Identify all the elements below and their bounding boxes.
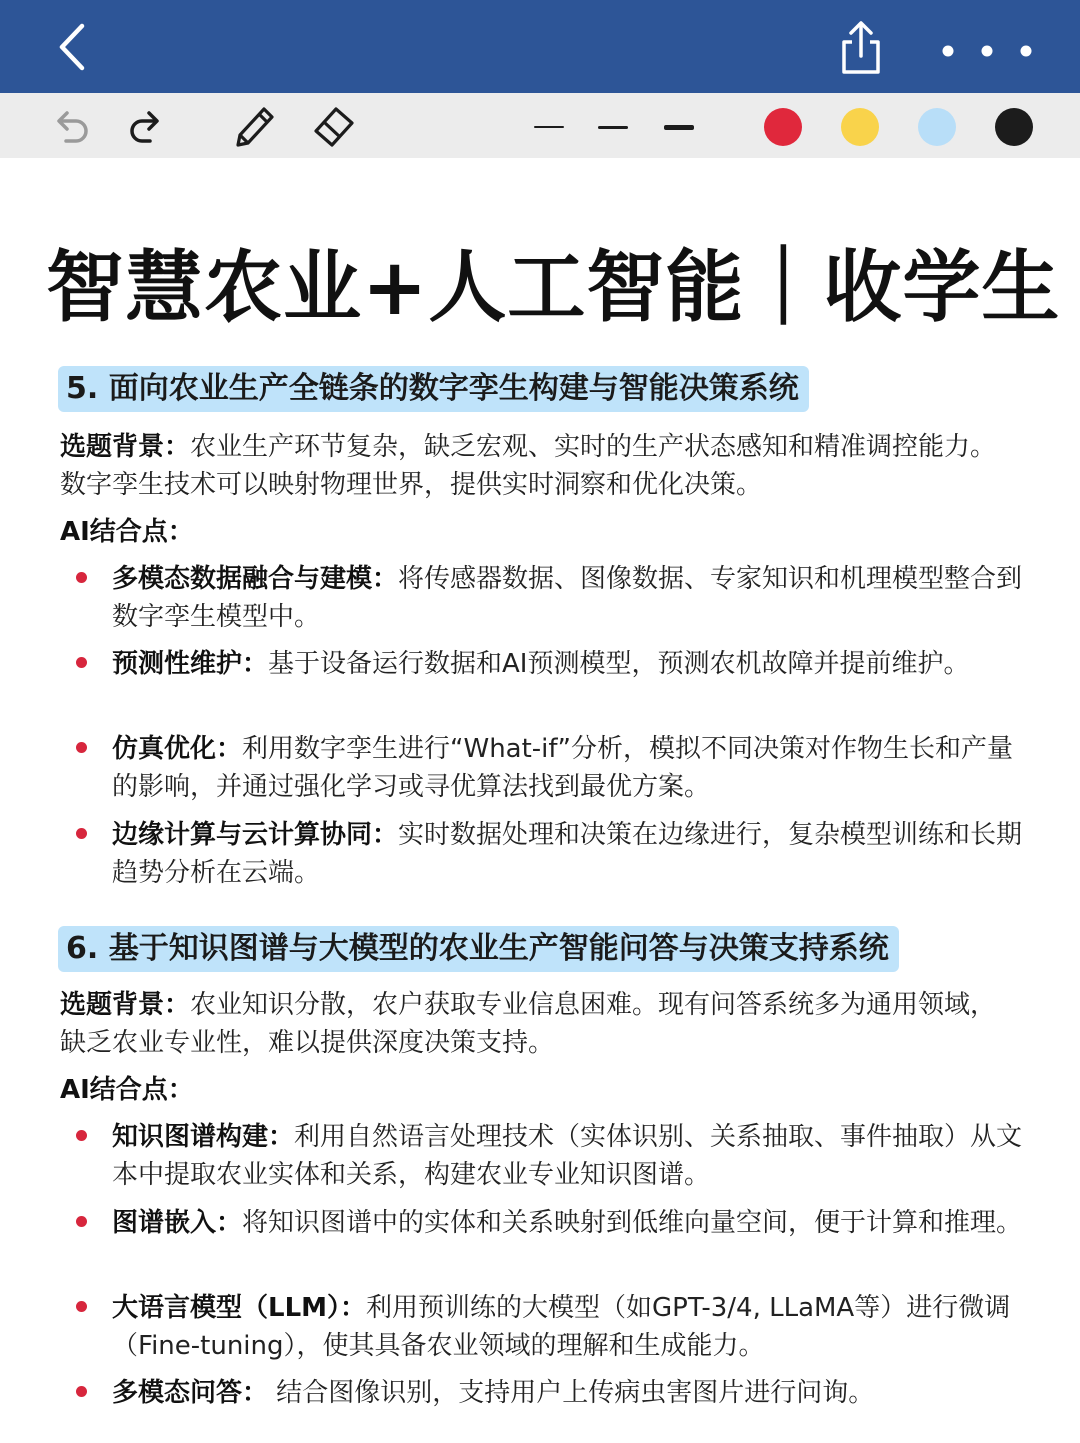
color-swatch-black[interactable] (995, 108, 1033, 146)
background-label: 选题背景： (60, 432, 191, 462)
undo-button[interactable] (46, 101, 96, 151)
more-dots-icon (930, 30, 1040, 70)
background-paragraph (60, 986, 1022, 1062)
background-paragraph (60, 428, 1022, 504)
pencil-tool-button[interactable] (228, 101, 278, 151)
color-swatch-red[interactable] (764, 108, 802, 146)
bullet-dot (76, 828, 87, 839)
list-item (112, 730, 1024, 806)
ai-points-label: AI结合点： (60, 517, 194, 547)
redo-button[interactable] (120, 101, 170, 151)
list-item (112, 1289, 1024, 1365)
more-options-button[interactable] (930, 30, 1040, 70)
list-item-text: 利用预训练的大模型（如GPT-3/4, LLaMA等）进行微调（Fine-tuning），使其具备农业领域的理解和生成能力。 (112, 1293, 1011, 1361)
list-item (112, 816, 1024, 892)
color-swatch-light-blue[interactable] (918, 108, 956, 146)
list-item-text: 将传感器数据、图像数据、专家知识和机理模型整合到数字孪生模型中。 (112, 564, 1023, 632)
section-heading: 5. 面向农业生产全链条的数字孪生构建与智能决策系统 (58, 366, 809, 412)
bullet-dot (76, 1130, 87, 1141)
list-item-text: 实时数据处理和决策在边缘进行，复杂模型训练和长期趋势分析在云端。 (112, 820, 1023, 888)
share-button[interactable] (836, 20, 886, 76)
list-item (112, 645, 1024, 683)
list-item-label: 多模态数据融合与建模： (112, 564, 399, 594)
list-item-label: 边缘计算与云计算协同： (112, 820, 399, 850)
share-icon (836, 20, 886, 76)
list-item-text: 利用自然语言处理技术（实体识别、关系抽取、事件抽取）从文本中提取农业实体和关系，构建农业专业知识图谱。 (112, 1122, 1023, 1190)
stroke-medium-option[interactable] (598, 118, 628, 136)
page-title: 智慧农业+人工智能｜收学生 (46, 243, 1061, 333)
color-swatch-yellow[interactable] (841, 108, 879, 146)
chevron-left-icon (50, 22, 94, 72)
list-item-text: 基于设备运行数据和AI预测模型，预测农机故障并提前维护。 (268, 649, 970, 679)
list-item (112, 560, 1024, 636)
eraser-icon (308, 101, 358, 151)
pencil-icon (228, 101, 278, 151)
undo-icon (46, 101, 96, 151)
list-item-label: 预测性维护： (112, 649, 269, 679)
bullet-dot (76, 742, 87, 753)
list-item-label: 图谱嵌入： (112, 1208, 243, 1238)
list-item (112, 1118, 1024, 1194)
bullet-dot (76, 572, 87, 583)
redo-icon (120, 101, 170, 151)
stroke-thin-option[interactable] (534, 118, 564, 136)
stroke-thick-option[interactable] (664, 118, 694, 136)
list-item (112, 1374, 1024, 1412)
list-item-text: 利用数字孪生进行“What-if”分析，模拟不同决策对作物生长和产量的影响，并通过强化学习或寻优算法找到最优方案。 (112, 734, 1014, 802)
top-nav-bar (0, 0, 1080, 93)
background-text: 农业知识分散，农户获取专业信息困难。现有问答系统多为通用领域，缺乏农业专业性，难以提供深度决策支持。 (60, 990, 997, 1058)
background-label: 选题背景： (60, 990, 191, 1020)
back-button[interactable] (50, 22, 94, 72)
list-item-label: 多模态问答： (112, 1378, 269, 1408)
background-text: 农业生产环节复杂，缺乏宏观、实时的生产状态感知和精准调控能力。数字孪生技术可以映射物理世界，提供实时洞察和优化决策。 (60, 432, 997, 500)
list-item-text: 结合图像识别，支持用户上传病虫害图片进行问询。 (268, 1378, 875, 1408)
bullet-dot (76, 1386, 87, 1397)
bullet-dot (76, 657, 87, 668)
section-heading: 6. 基于知识图谱与大模型的农业生产智能问答与决策支持系统 (58, 926, 899, 972)
list-item-label: 知识图谱构建： (112, 1122, 295, 1152)
ai-points-label: AI结合点： (60, 1075, 194, 1105)
bullet-dot (76, 1301, 87, 1312)
list-item-label: 仿真优化： (112, 734, 243, 764)
list-item-text: 将知识图谱中的实体和关系映射到低维向量空间，便于计算和推理。 (242, 1208, 1023, 1238)
eraser-tool-button[interactable] (308, 101, 358, 151)
list-item-label: 大语言模型（LLM）： (112, 1293, 367, 1323)
bullet-dot (76, 1216, 87, 1227)
list-item (112, 1204, 1024, 1242)
